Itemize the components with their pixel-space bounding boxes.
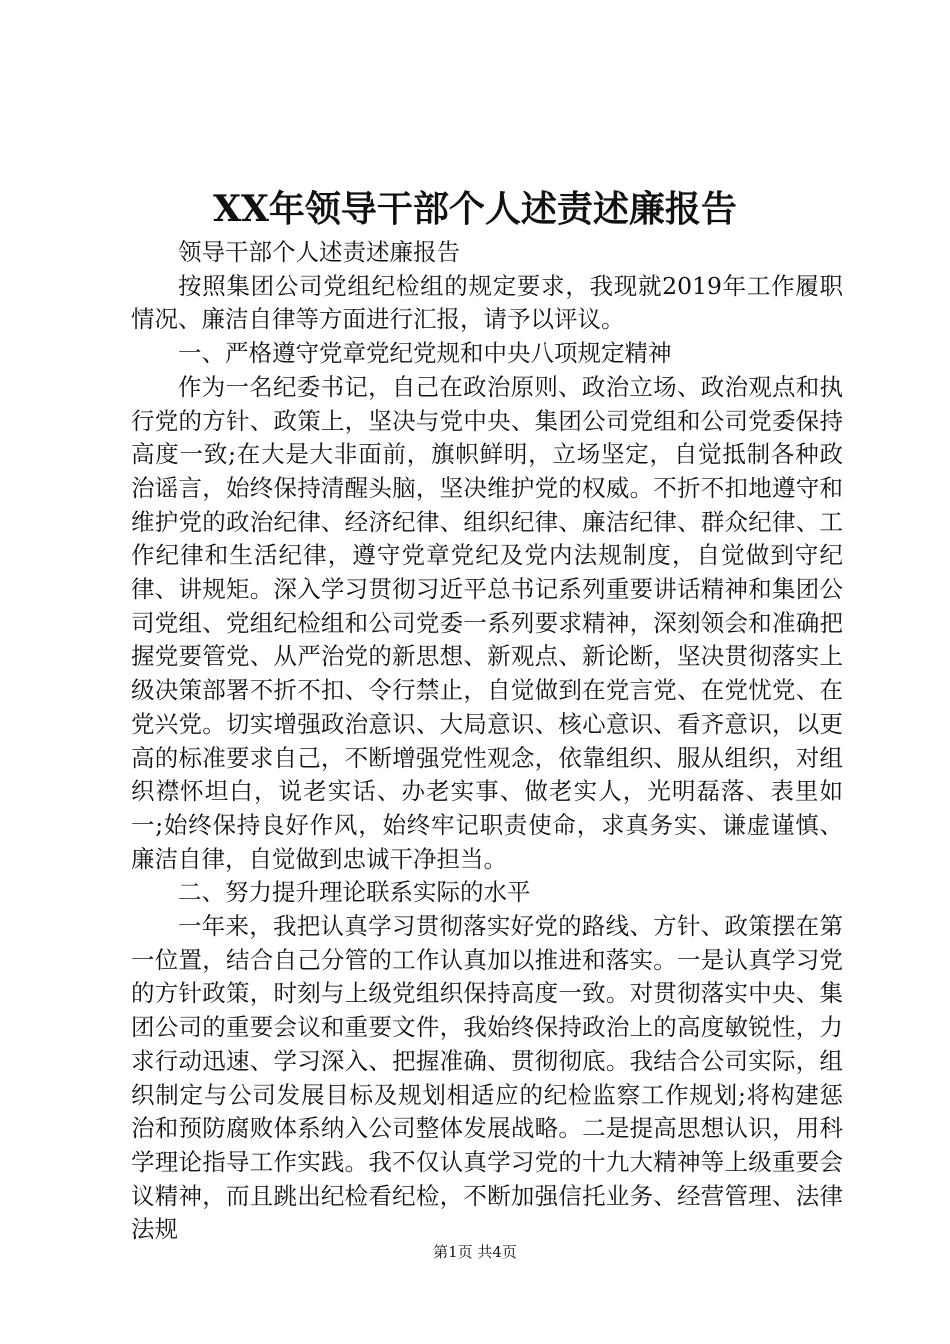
section-2-paragraph: 一年来，我把认真学习贯彻落实好党的路线、方针、政策摆在第一位置，结合自己分管的工作认真加以推进和落实。一是认真学习党的方针政策，时刻与上级党组织保持高度一致。对贯彻落实中央、集团公司的重要会议和重要文件，我始终保持政治上的高度敏锐性，力求行动迅速、学习深入、把握准确、贯彻彻底。我结合公司实际，组织制定与公司发展目标及规划相适应的纪检监察工作规划;将构建惩治和预防腐败体系纳入公司整体发展战略。二是提高思想认识，用科学理论指导工作实践。我不仅认真学习党的十九大精神等上级重要会议精神，而且跳出纪检看纪检，不断加强信托业务、经营管理、法律法规: [131, 912, 843, 1244]
page-number-footer: 第1页 共4页: [433, 1243, 517, 1261]
section-1-paragraph: 作为一名纪委书记，自己在政治原则、政治立场、政治观点和执行党的方针、政策上，坚决与党中央、集团公司党组和公司党委保持高度一致;在大是大非面前，旗帜鲜明，立场坚定，自觉抵制各种政治谣言，始终保持清醒头脑，坚决维护党的权威。不折不扣地遵守和维护党的政治纪律、经济纪律、组织纪律、廉洁纪律、群众纪律、工作纪律和生活纪律，遵守党章党纪及党内法规制度，自觉做到守纪律、讲规矩。深入学习贯彻习近平总书记系列重要讲话精神和集团公司党组、党组纪检组和公司党委一系列要求精神，深刻领会和准确把握党要管党、从严治党的新思想、新观点、新论断，坚决贯彻落实上级决策部署不折不扣、令行禁止，自觉做到在党言党、在党忧党、在党兴党。切实增强政治意识、大局意识、核心意识、看齐意识，以更高的标准要求自己，不断增强党性观念，依靠组织、服从组织，对组织襟怀坦白，说老实话、办老实事、做老实人，光明磊落、表里如一;始终保持良好作风，始终牢记职责使命，求真务实、谦虚谨慎、廉洁自律，自觉做到忠诚干净担当。: [131, 372, 843, 873]
document-body: [131, 236, 843, 1247]
section-heading-2: 二、努力提升理论联系实际的水平: [178, 878, 531, 907]
intro-paragraph: 按照集团公司党组纪检组的规定要求，我现就2019年工作履职情况、廉洁自律等方面进行汇报，请予以评议。: [131, 271, 843, 334]
subtitle-paragraph: 领导干部个人述责述廉报告: [178, 238, 460, 266]
document-title: XX年领导干部个人述责述廉报告: [213, 188, 737, 230]
section-heading-1: 一、严格遵守党章党纪党规和中央八项规定精神: [178, 339, 672, 368]
